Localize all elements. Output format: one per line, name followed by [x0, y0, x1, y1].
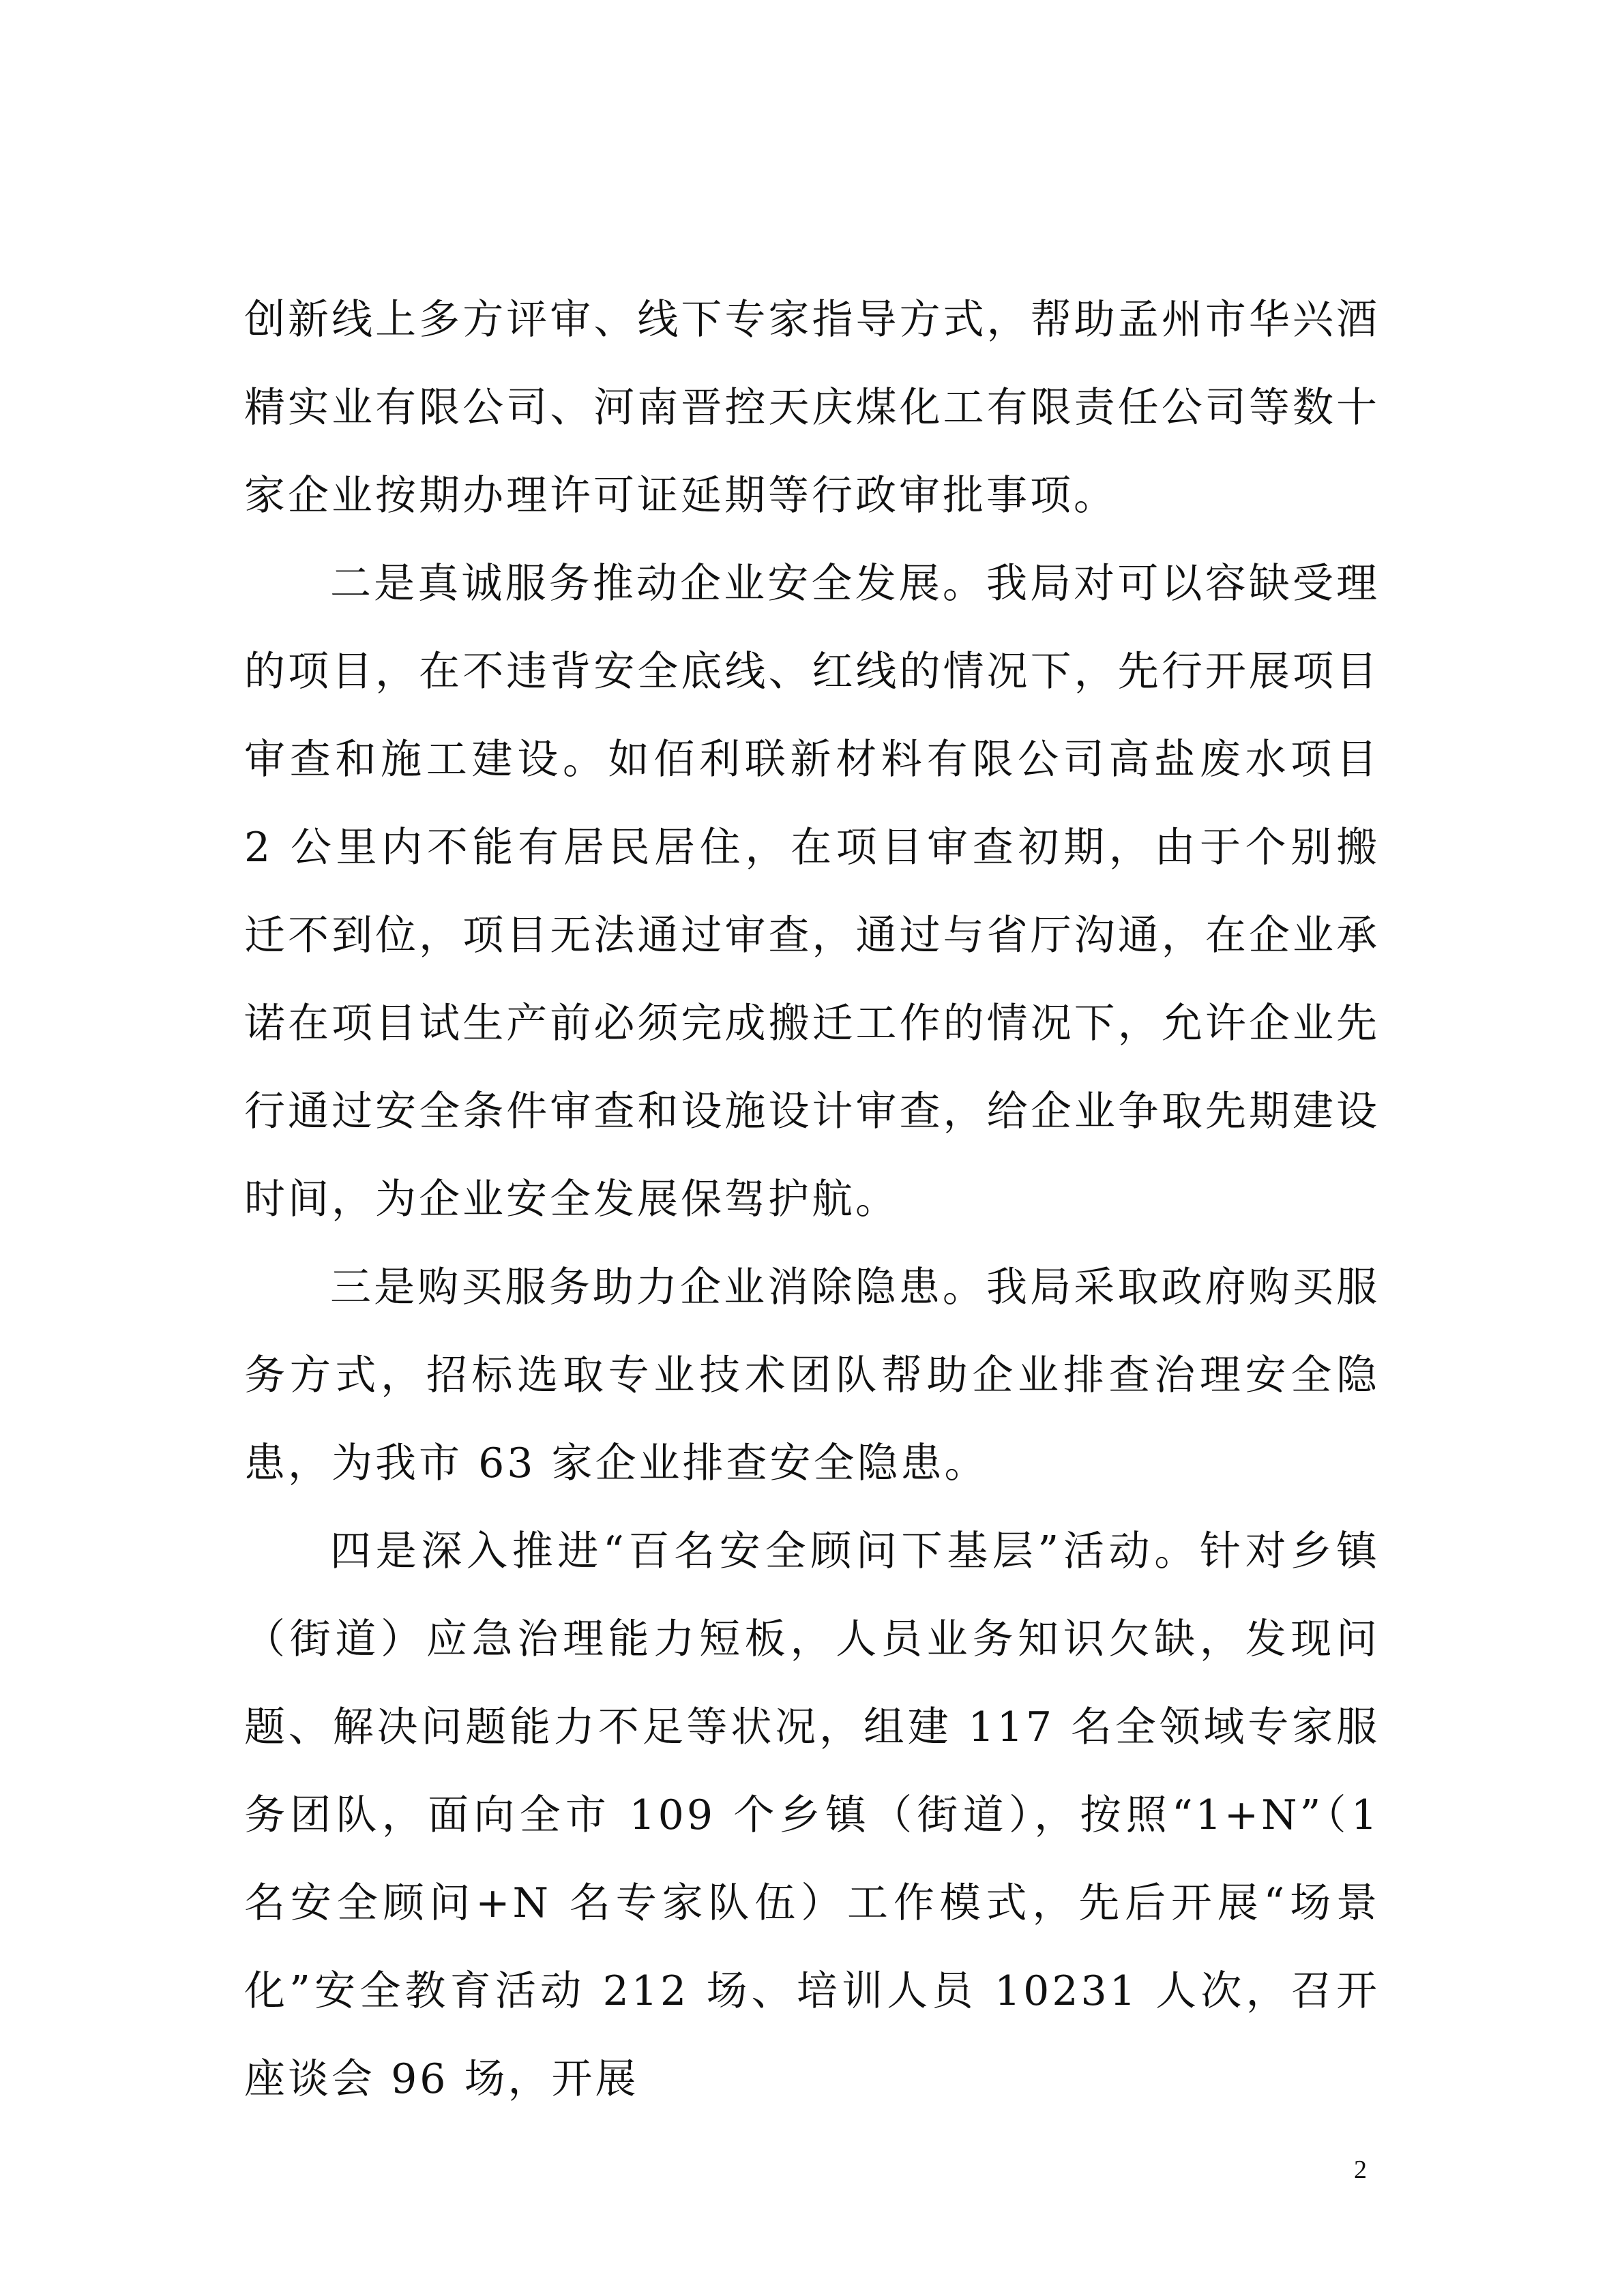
paragraph-point-2: 二是真诚服务推动企业安全发展。我局对可以容缺受理的项目，在不违背安全底线、红线的情况下，先行开展项目审查和施工建设。如佰利联新材料有限公司高盐废水项目 2 公里内不能有居民居住，在项目审查初期，由于个别搬迁不到位，项目无法通过审查，通过与省厅沟通，在企业承诺在项目试生产前必须完成搬迁工作的情况下，允许企业先行通过安全条件审查和设施设计审查，给企业争取先期建设时间，为企业安全发展保驾护航。 — [244, 560, 1380, 1223]
document-body — [244, 276, 1380, 2123]
paragraph-point-3: 三是购买服务助力企业消除隐患。我局采取政府购买服务方式，招标选取专业技术团队帮助企业排查治理安全隐患，为我市 63 家企业排查安全隐患。 — [244, 1264, 1380, 1487]
paragraph-point-4: 四是深入推进“百名安全顾问下基层”活动。针对乡镇（街道）应急治理能力短板，人员业务知识欠缺，发现问题、解决问题能力不足等状况，组建 117 名全领域专家服务团队，面向全市 109 个乡镇（街道），按照“1+N”（1 名安全顾问+N 名专家队伍）工作模式，先后开展“场景化”安全教育活动 212 场、培训人员 10231 人次，召开座谈会 96 场，开展 — [244, 1527, 1380, 2103]
page-number: 2 — [1354, 2156, 1367, 2184]
paragraph-continuation: 创新线上多方评审、线下专家指导方式，帮助孟州市华兴酒精实业有限公司、河南晋控天庆煤化工有限责任公司等数十家企业按期办理许可证延期等行政审批事项。 — [244, 296, 1380, 520]
